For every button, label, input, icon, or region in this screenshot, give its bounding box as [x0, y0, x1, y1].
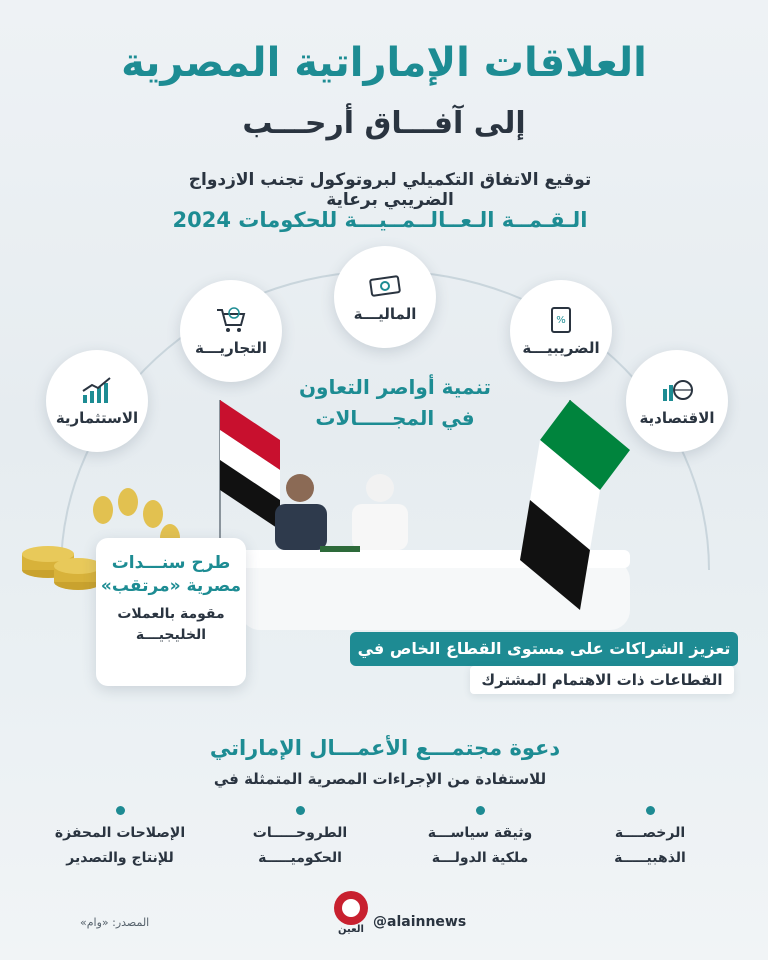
sector-trade — [180, 280, 282, 382]
invitation-heading: دعوة مجتمـــع الأعمـــال الإماراتي — [209, 736, 561, 760]
social-handle[interactable]: @alainnews — [373, 914, 467, 930]
tax-document-icon — [544, 305, 578, 335]
invitation-subheading: للاستفادة من الإجراءات المصرية المتمثلة في — [213, 770, 547, 788]
measure-line2: للإنتاج والتصدير — [66, 849, 174, 866]
measure-line1: الرخصــــة — [614, 825, 686, 841]
sector-label: الاستثمارية — [55, 409, 139, 427]
bullet-dot — [476, 806, 485, 815]
bonds-line2: مصرية «مرتقب» — [100, 575, 242, 596]
sector-label: الماليـــة — [353, 305, 417, 323]
cooperation-heading-line2: في المجـــــالات — [315, 406, 475, 430]
summit-line: الـقـمــة الـعــالــمــيـــة للحكومات 2024 — [172, 208, 588, 232]
growth-chart-icon — [80, 375, 114, 405]
private-sector-banner: تعزيز الشراكات على مستوى القطاع الخاص في — [350, 632, 738, 666]
sector-label: الاقتصادية — [639, 409, 715, 427]
source-note: المصدر: «وام» — [80, 916, 150, 929]
agreement-line: توقيع الاتفاق التكميلي لبروتوكول تجنب الازدواج الضريبي برعاية — [188, 170, 592, 210]
shopping-cart-globe-icon — [214, 305, 248, 335]
sector-tax — [510, 280, 612, 382]
bonds-card — [96, 538, 246, 686]
measure-line2: ملكية الدولـــة — [431, 849, 529, 866]
bonds-line1: طرح سنـــدات — [111, 553, 231, 573]
bonds-line3: مقومة بالعملات — [117, 605, 225, 622]
logo-text: العين — [338, 924, 364, 935]
measure-government-offerings — [220, 806, 380, 870]
measure-line1: الإصلاحات المحفزة — [54, 825, 186, 841]
measure-state-ownership — [400, 806, 560, 870]
measure-line2: الذهبيـــــة — [614, 849, 686, 866]
measure-reforms — [40, 806, 200, 870]
measure-line1: وثيقة سياســـة — [427, 825, 533, 841]
measure-golden-license — [570, 806, 730, 870]
svg-text:%: % — [556, 315, 566, 326]
measure-line2: الحكوميـــــة — [258, 849, 342, 866]
banknote-icon — [368, 271, 402, 301]
measure-line1: الطروحـــــات — [252, 825, 348, 841]
main-title: العلاقات الإماراتية المصرية — [121, 40, 647, 86]
bullet-dot — [296, 806, 305, 815]
bullet-dot — [646, 806, 655, 815]
sector-label: الضريبيـــة — [522, 339, 600, 357]
sub-title: إلى آفـــاق أرحـــب — [242, 106, 526, 141]
sector-finance — [334, 246, 436, 348]
sector-label: التجاريـــة — [194, 339, 268, 357]
signing-ceremony-image — [180, 400, 680, 660]
bonds-line4: الخليجيـــة — [135, 626, 207, 643]
cooperation-heading-line1: تنمية أواصر التعاون — [298, 375, 492, 399]
bullet-dot — [116, 806, 125, 815]
sector-investment — [46, 350, 148, 452]
private-sector-subbanner: القطاعات ذات الاهتمام المشترك — [470, 666, 734, 694]
